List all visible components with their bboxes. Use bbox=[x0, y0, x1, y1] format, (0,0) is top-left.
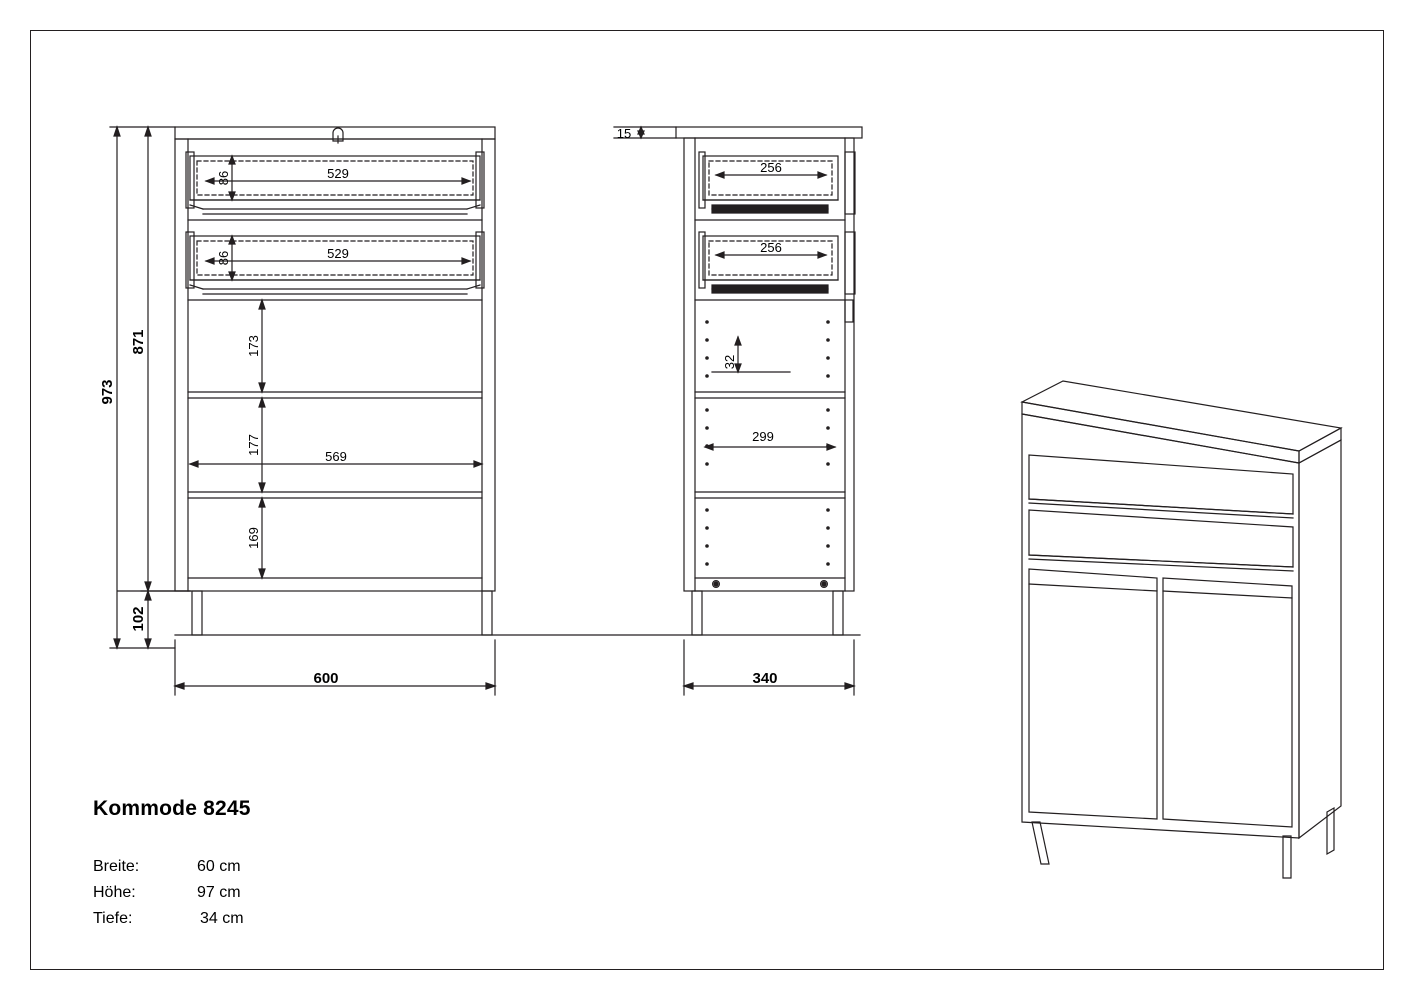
spec-width-label: Breite: bbox=[93, 858, 140, 875]
dim-340: 340 bbox=[752, 670, 778, 687]
spec-height-value: 97 cm bbox=[197, 884, 241, 901]
dim-871: 871 bbox=[130, 329, 147, 355]
dim-569: 569 bbox=[325, 449, 347, 464]
dim-drawer1-width: 529 bbox=[327, 166, 349, 181]
dim-drawer1-height: 86 bbox=[216, 170, 231, 186]
dim-169: 169 bbox=[246, 527, 261, 549]
page-title: Kommode 8245 bbox=[93, 797, 251, 820]
spec-depth-value: 34 cm bbox=[200, 910, 244, 927]
dim-256-top: 256 bbox=[760, 160, 782, 175]
dim-173: 173 bbox=[246, 335, 261, 357]
dim-256-second: 256 bbox=[760, 240, 782, 255]
dim-177: 177 bbox=[246, 434, 261, 456]
spec-width-value: 60 cm bbox=[197, 858, 241, 875]
dim-15: 15 bbox=[616, 126, 632, 141]
side-view bbox=[614, 127, 862, 695]
dim-299: 299 bbox=[752, 429, 774, 444]
dim-drawer2-width: 529 bbox=[327, 246, 349, 261]
dim-600: 600 bbox=[313, 670, 339, 687]
dim-32: 32 bbox=[722, 354, 737, 370]
dim-102: 102 bbox=[130, 606, 147, 632]
spec-height-label: Höhe: bbox=[93, 884, 136, 901]
perspective-view bbox=[1022, 381, 1341, 878]
dim-drawer2-height: 86 bbox=[216, 250, 231, 266]
dim-973: 973 bbox=[99, 379, 116, 405]
spec-depth-label: Tiefe: bbox=[93, 910, 133, 927]
